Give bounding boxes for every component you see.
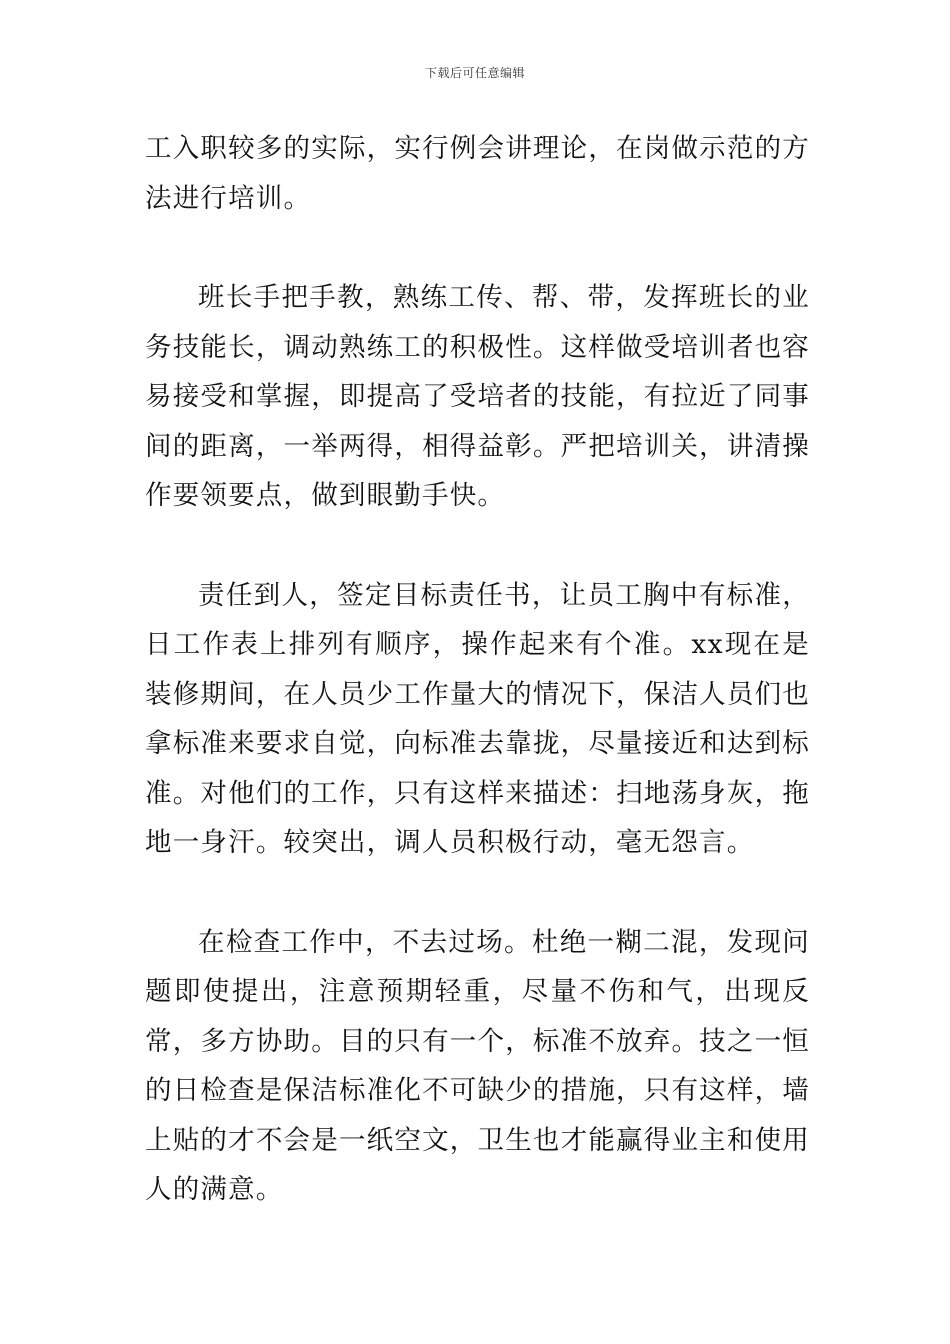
- paragraph-inspection: 在检查工作中，不去过场。杜绝一糊二混，发现问题即使提出，注意预期轻重，尽量不伤和气，出现反常，多方协助。目的只有一个，标准不放弃。技之一恒的日检查是保洁标准化不可缺少的措施，只有这样，墙上贴的才不会是一纸空文，卫生也才能赢得业主和使用人的满意。: [145, 926, 810, 1205]
- paragraph-continuation: 工入职较多的实际，实行例会讲理论，在岗做示范的方法进行培训。: [145, 133, 810, 214]
- paragraph-team-leader-training: 班长手把手教，熟练工传、帮、带，发挥班长的业务技能长，调动熟练工的积极性。这样做受培训者也容易接受和掌握，即提高了受培者的技能，有拉近了同事间的距离，一举两得，相得益彰。严把培训关，讲清操作要领要点，做到眼勤手快。: [145, 282, 810, 511]
- document-body: [145, 124, 810, 1215]
- paragraph-responsibility: 责任到人，签定目标责任书，让员工胸中有标准，日工作表上排列有顺序，操作起来有个准。xx现在是装修期间，在人员少工作量大的情况下，保洁人员们也拿标准来要求自觉，向标准去靠拢，尽量接近和达到标准。对他们的工作，只有这样来描述：扫地荡身灰，拖地一身汗。较突出，调人员积极行动，毫无怨言。: [145, 579, 810, 858]
- paragraph-gap: [145, 521, 810, 571]
- paragraph-gap: [145, 868, 810, 918]
- paragraph-gap: [145, 223, 810, 273]
- page-header-note: 下载后可任意编辑: [424, 66, 525, 80]
